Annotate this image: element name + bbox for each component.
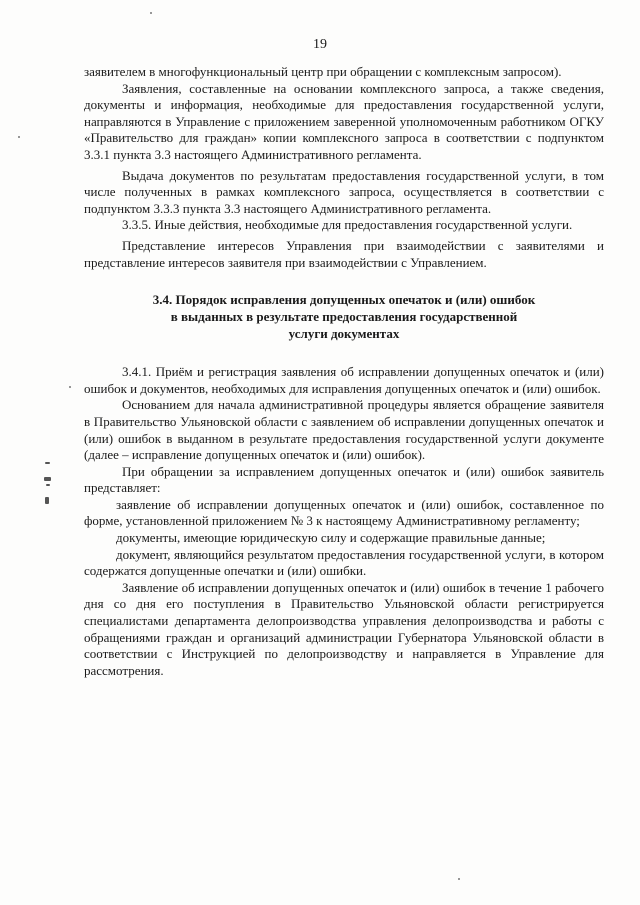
- scan-artifact: [69, 386, 71, 388]
- scan-artifact: [45, 497, 49, 504]
- list-item-result-document: документ, являющийся результатом предоставления государственной услуги, в котором содержатся допущенные опечатки и (или) ошибки.: [84, 546, 604, 579]
- list-item-application: заявление об исправлении допущенных опечаток и (или) ошибок, составленное по форме, установленной приложением № 3 к настоящему Административному регламенту;: [84, 496, 604, 529]
- scan-artifact: [46, 484, 50, 486]
- section-heading-3-4: [84, 291, 604, 342]
- paragraph-document-issuance: Выдача документов по результатам предоставления государственной услуги, в том числе полученных в рамках комплексного запроса, осуществляется в соответствии с подпунктом 3.3.3 пункта 3.3 настоящего Административного регламента.: [84, 167, 604, 216]
- scan-artifact: [18, 136, 20, 138]
- scan-artifact: [150, 12, 152, 14]
- section-heading-line: в выданных в результате предоставления государственной: [170, 309, 518, 325]
- paragraph-applicant-submits: При обращении за исправлением допущенных опечаток и (или) ошибок заявитель представляет:: [84, 463, 604, 496]
- page-number: 19: [313, 37, 327, 52]
- section-heading-line: услуги документах: [288, 326, 400, 342]
- section-heading-line: 3.4. Порядок исправления допущенных опечаток и (или) ошибок: [152, 292, 536, 308]
- scan-artifact: [458, 878, 460, 880]
- list-item-legal-documents: документы, имеющие юридическую силу и содержащие правильные данные;: [116, 530, 546, 546]
- document-body: [84, 64, 604, 679]
- paragraph-procedure-basis: Основанием для начала административной процедуры является обращение заявителя в Правительство Ульяновской области с заявлением об исправлении допущенных опечаток и (или) ошибок в выданном в результате предоставления государственной услуги документе (далее – исправление допущенных опечаток и (или) ошибок).: [84, 397, 604, 463]
- paragraph-registration: Заявление об исправлении допущенных опечаток и (или) ошибок в течение 1 рабочего дня со дня его поступления в Правительство Ульяновской области регистрируется специалистами департамента делопроизводства управления делопроизводства и работы с обращениями граждан и организаций администрации Губернатора Ульяновской области в соответствии с Инструкцией по делопроизводству и направляется в Управление для рассмотрения.: [84, 579, 604, 678]
- scan-artifact: [44, 477, 51, 481]
- paragraph-3-4-1: 3.4.1. Приём и регистрация заявления об исправлении допущенных опечаток и (или) ошибок и документов, необходимых для исправления допущенных опечаток и (или) ошибок.: [84, 364, 604, 396]
- scan-artifact: [45, 462, 50, 464]
- paragraph-complex-request-applications: Заявления, составленные на основании комплексного запроса, а также сведения, документы и информация, необходимые для предоставления государственной услуги, направляются в Управление с приложением заверенной уполномоченным работником ОГКУ «Правительство для граждан» копии комплексного запроса в соответствии с подпунктом 3.3.1 пункта 3.3 настоящего Административного регламента.: [84, 80, 604, 162]
- paragraph-representation: Представление интересов Управления при взаимодействии с заявителями и представление интересов заявителя при взаимодействии с Управлением.: [84, 237, 604, 270]
- paragraph-other-actions: 3.3.5. Иные действия, необходимые для предоставления государственной услуги.: [122, 217, 573, 233]
- paragraph-request-end: заявителем в многофункциональный центр при обращении с комплексным запросом).: [84, 64, 562, 79]
